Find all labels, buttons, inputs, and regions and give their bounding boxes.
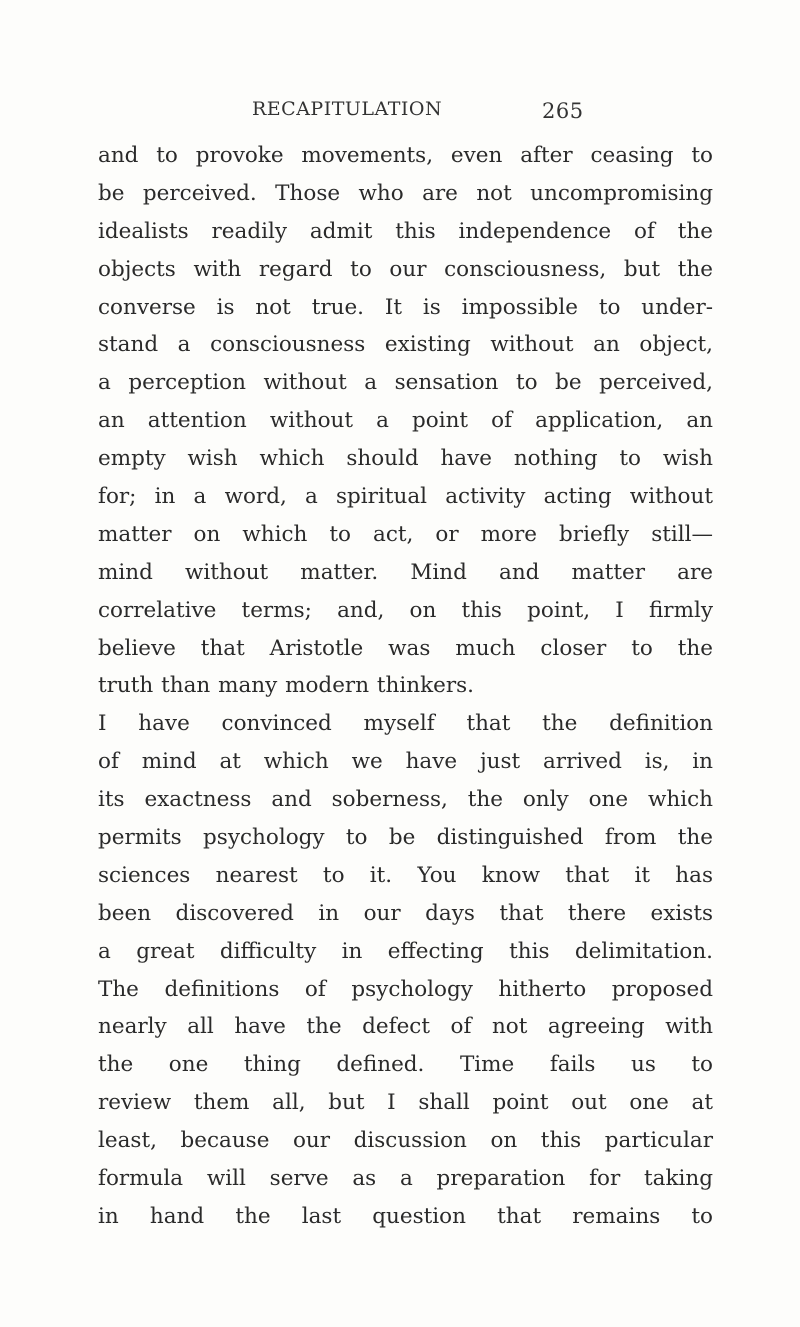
text-line: of mind at which we have just arrived is, in — [98, 749, 713, 775]
text-line: for; in a word, a spiritual activity acting without — [98, 484, 713, 510]
text-line: permits psychology to be distinguished from the — [98, 825, 713, 851]
text-line: sciences nearest to it. You know that it has — [98, 862, 713, 888]
text-line: idealists readily admit this independence of the — [98, 218, 713, 244]
text-line: converse is not true. It is impossible to under- — [98, 294, 713, 320]
text-line: The definitions of psychology hitherto proposed — [98, 976, 713, 1002]
page-number: 265 — [542, 99, 584, 123]
running-title: RECAPITULATION — [252, 98, 443, 120]
text-line: an attention without a point of application, an — [98, 408, 713, 434]
text-line: mind without matter. Mind and matter are — [98, 559, 713, 585]
text-line: a perception without a sensation to be perceived, — [98, 370, 713, 396]
body-text — [98, 137, 713, 1236]
text-line: nearly all have the defect of not agreeing with — [98, 1014, 713, 1040]
text-line: least, because our discussion on this particular — [98, 1128, 713, 1154]
text-line: correlative terms; and, on this point, I firmly — [98, 597, 713, 623]
text-line: believe that Aristotle was much closer to the — [98, 635, 713, 661]
text-line-paragraph-start: I have convinced myself that the definition — [98, 711, 713, 737]
text-line: review them all, but I shall point out one at — [98, 1090, 713, 1116]
text-line: and to provoke movements, even after ceasing to — [98, 143, 713, 168]
text-line: objects with regard to our consciousness, but the — [98, 256, 713, 282]
text-line: stand a consciousness existing without an object, — [98, 332, 713, 358]
text-line: in hand the last question that remains to — [98, 1203, 713, 1229]
text-line-paragraph-end: truth than many modern thinkers. — [98, 673, 474, 699]
text-line: been discovered in our days that there exists — [98, 900, 713, 926]
text-line: a great difficulty in effecting this delimitation. — [98, 938, 713, 964]
text-line: be perceived. Those who are not uncompromising — [98, 180, 713, 206]
text-line: formula will serve as a preparation for taking — [98, 1166, 713, 1192]
text-line: empty wish which should have nothing to wish — [98, 446, 713, 472]
text-line: the one thing defined. Time fails us to — [98, 1052, 713, 1078]
text-line: its exactness and soberness, the only one which — [98, 787, 713, 813]
text-line: matter on which to act, or more briefly still— — [98, 521, 713, 547]
